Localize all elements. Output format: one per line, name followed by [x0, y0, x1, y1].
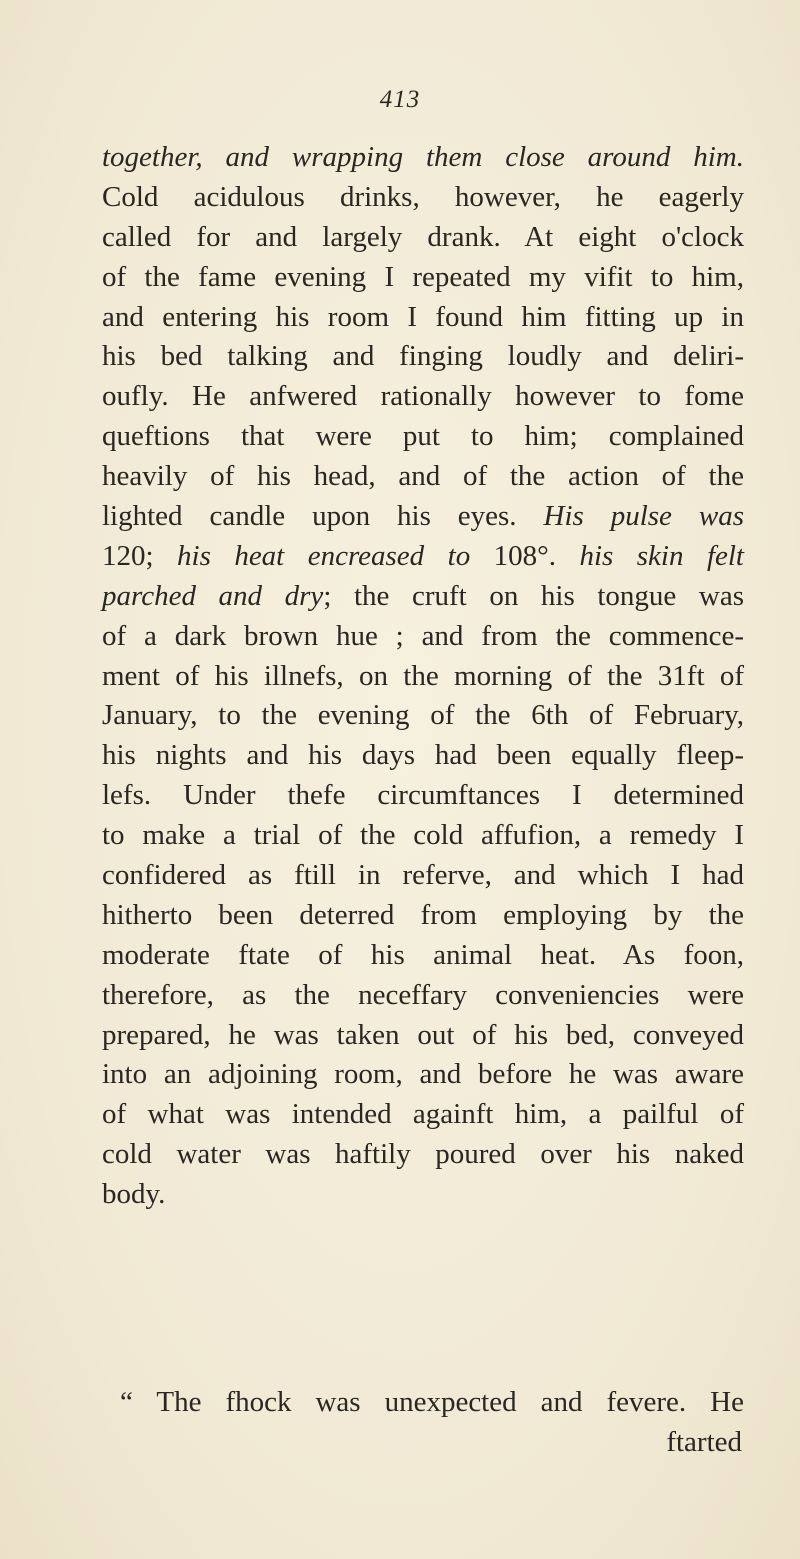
text-run: cold water was haftily poured over his naked [102, 1138, 744, 1171]
text-line [102, 138, 744, 178]
text-line [102, 657, 744, 697]
text-line [102, 497, 744, 537]
text-line [102, 856, 744, 896]
text-run: his bed talking and finging loudly and deliri- [102, 340, 744, 373]
paragraph-1 [102, 138, 744, 1215]
text-run: and entering his room I found him fitting up in [102, 300, 744, 333]
text-run: to make a trial of the cold affufion, a remedy I [102, 819, 744, 852]
text-line [102, 537, 744, 577]
text-run: therefore, as the neceffary conveniencies were [102, 978, 744, 1011]
page-number: 413 [379, 86, 421, 113]
text-run: lefs. Under thefe circumftances I determined [102, 779, 744, 812]
text-line [102, 337, 744, 377]
text-run: heavily of his head, and of the action of the [102, 460, 744, 493]
italic-text: his heat encreased to [177, 539, 471, 572]
text-run: oufly. He anfwered rationally however to fome [102, 380, 744, 413]
paragraph-2 [102, 1383, 744, 1423]
text-line [102, 776, 744, 816]
text-line [102, 617, 744, 657]
text-line [102, 696, 744, 736]
text-line [102, 1175, 744, 1215]
text-run: his nights and his days had been equally fleep- [102, 739, 744, 772]
text-run: ; the cruft on his tongue was [323, 579, 744, 612]
text-line [102, 218, 744, 258]
text-run: 120; [102, 539, 178, 572]
text-line [102, 457, 744, 497]
text-run: of the fame evening I repeated my vifit to him, [102, 260, 744, 293]
text-run: lighted candle upon his eyes. [102, 500, 544, 533]
text-run: confidered as ftill in referve, and which I had [102, 859, 744, 892]
text-line [102, 298, 744, 338]
text-line [102, 417, 744, 457]
text-run: queftions that were put to him; complained [102, 420, 744, 453]
text-run: ment of his illnefs, on the morning of the 31ft of [102, 659, 744, 692]
text-line [102, 736, 744, 776]
catchword: ftarted [666, 1426, 742, 1458]
text-run: called for and largely drank. At eight o'clock [102, 220, 744, 253]
text-run: 108°. [470, 539, 580, 572]
text-run: hitherto been deterred from employing by the [102, 898, 744, 931]
text-line [102, 936, 744, 976]
text-line [102, 816, 744, 856]
text-run: body. [102, 1178, 166, 1211]
text-line [102, 1055, 744, 1095]
italic-text: together, and wrapping them close around him. [102, 141, 744, 173]
text-line [102, 377, 744, 417]
text-run: of what was intended againft him, a pailful of [102, 1098, 744, 1131]
italic-text: parched and dry [102, 579, 324, 612]
text-run: prepared, he was taken out of his bed, conveyed [102, 1018, 744, 1051]
text-line [102, 577, 744, 617]
text-line [102, 1016, 744, 1056]
text-run: Cold acidulous drinks, however, he eagerly [102, 180, 744, 213]
text-run: of a dark brown hue ; and from the commence- [102, 619, 744, 652]
text-line [102, 178, 744, 218]
text-run: moderate ftate of his animal heat. As foon, [102, 938, 744, 971]
italic-text: His pulse was [543, 500, 744, 533]
text-line [102, 1135, 744, 1175]
italic-text: his skin felt [579, 539, 744, 572]
text-run: January, to the evening of the 6th of February, [102, 699, 744, 732]
text-line [102, 258, 744, 298]
text-line [102, 1095, 744, 1135]
paragraph-2-line: “ The fhock was unexpected and fevere. He [120, 1386, 744, 1418]
text-line [102, 896, 744, 936]
text-run: into an adjoining room, and before he was aware [102, 1058, 744, 1091]
text-line [102, 976, 744, 1016]
